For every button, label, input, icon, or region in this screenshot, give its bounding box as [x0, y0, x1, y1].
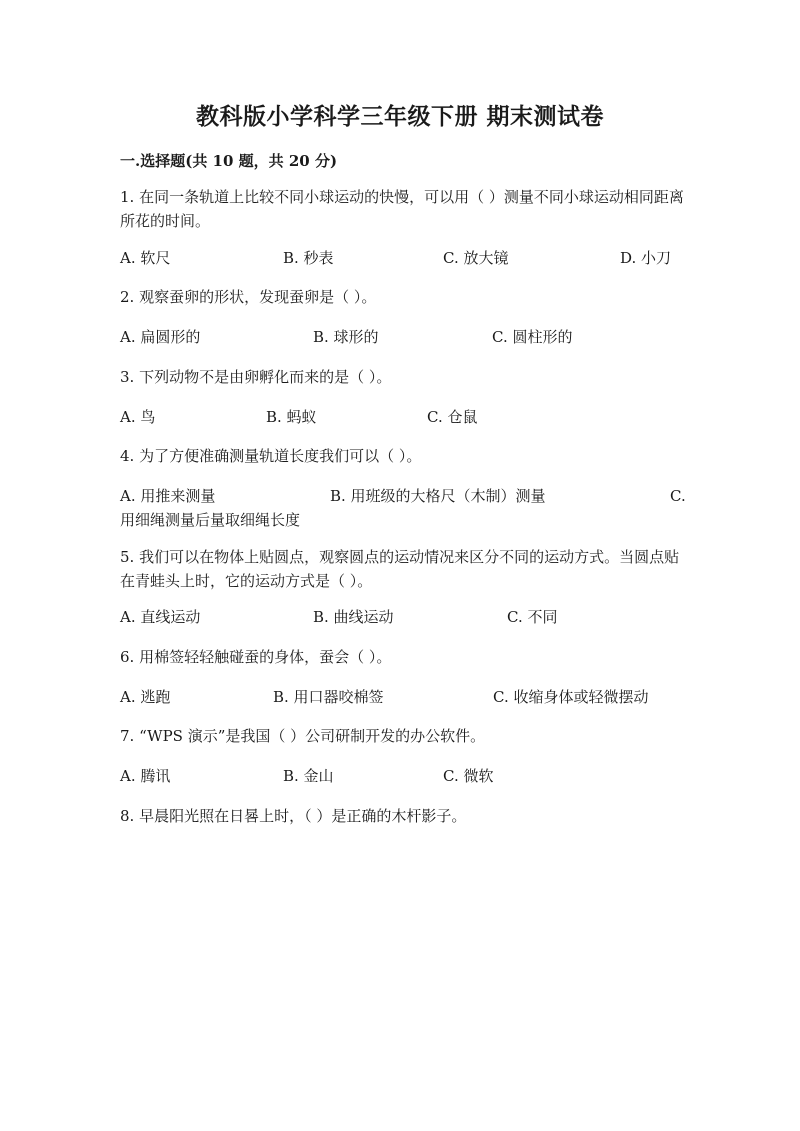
question-6-options [120, 685, 685, 709]
question-3-options [120, 405, 685, 429]
option-a[interactable]: A. 直线运动 [120, 608, 201, 626]
option-d[interactable]: D. 小刀 [620, 249, 672, 267]
option-b[interactable]: B. 曲线运动 [313, 608, 394, 626]
option-a[interactable]: A. 鸟 [120, 408, 156, 426]
option-a[interactable]: A. 腾讯 [120, 767, 171, 785]
option-c[interactable]: C. 放大镜 [443, 249, 509, 267]
question-1-options [120, 246, 685, 270]
question-5: 5. 我们可以在物体上贴圆点，观察圆点的运动情况来区分不同的运动方式。当圆点贴在青蛙头上时，它的运动方式是（ ）。 [120, 548, 680, 590]
question-2: 2. 观察蚕卵的形状，发现蚕卵是（ ）。 [120, 288, 377, 306]
question-7-options [120, 764, 685, 788]
question-6: 6. 用棉签轻轻触碰蚕的身体，蚕会（ ）。 [120, 648, 392, 666]
option-b[interactable]: B. 用班级的大格尺（木制）测量 [330, 487, 546, 505]
option-c[interactable]: C. 仓鼠 [427, 408, 478, 426]
option-b[interactable]: B. 用口器咬棉签 [273, 688, 384, 706]
question-4: 4. 为了方便准确测量轨道长度我们可以（ ）。 [120, 447, 422, 465]
option-b[interactable]: B. 金山 [283, 767, 334, 785]
option-b[interactable]: B. 蚂蚁 [266, 408, 317, 426]
option-a[interactable]: A. 扁圆形的 [120, 328, 201, 346]
question-3: 3. 下列动物不是由卵孵化而来的是（ ）。 [120, 368, 392, 386]
option-c[interactable]: C. 圆柱形的 [492, 328, 573, 346]
option-c-wrapped[interactable]: C. 用细绳测量后量取细绳长度 [120, 487, 686, 529]
option-a[interactable]: A. 用推来测量 [120, 487, 216, 505]
question-8: 8. 早晨阳光照在日晷上时，（ ）是正确的木杆影子。 [120, 807, 467, 825]
option-b[interactable]: B. 秒表 [283, 249, 334, 267]
option-a[interactable]: A. 软尺 [120, 249, 171, 267]
option-c[interactable]: C. 收缩身体或轻微摆动 [493, 688, 649, 706]
question-5-options [120, 605, 685, 629]
page-title: 教科版小学科学三年级下册 期末测试卷 [195, 103, 604, 130]
section-heading: 一.选择题(共 10 题，共 20 分) [120, 152, 338, 170]
option-c[interactable]: C. 不同 [507, 608, 558, 626]
question-2-options [120, 325, 685, 349]
option-a[interactable]: A. 逃跑 [120, 688, 171, 706]
option-c[interactable]: C. 微软 [443, 767, 494, 785]
question-1: 1. 在同一条轨道上比较不同小球运动的快慢，可以用（ ）测量不同小球运动相同距离所花的时间。 [120, 188, 684, 230]
option-b[interactable]: B. 球形的 [313, 328, 379, 346]
question-7: 7. “WPS 演示”是我国（ ）公司研制开发的办公软件。 [120, 727, 486, 745]
